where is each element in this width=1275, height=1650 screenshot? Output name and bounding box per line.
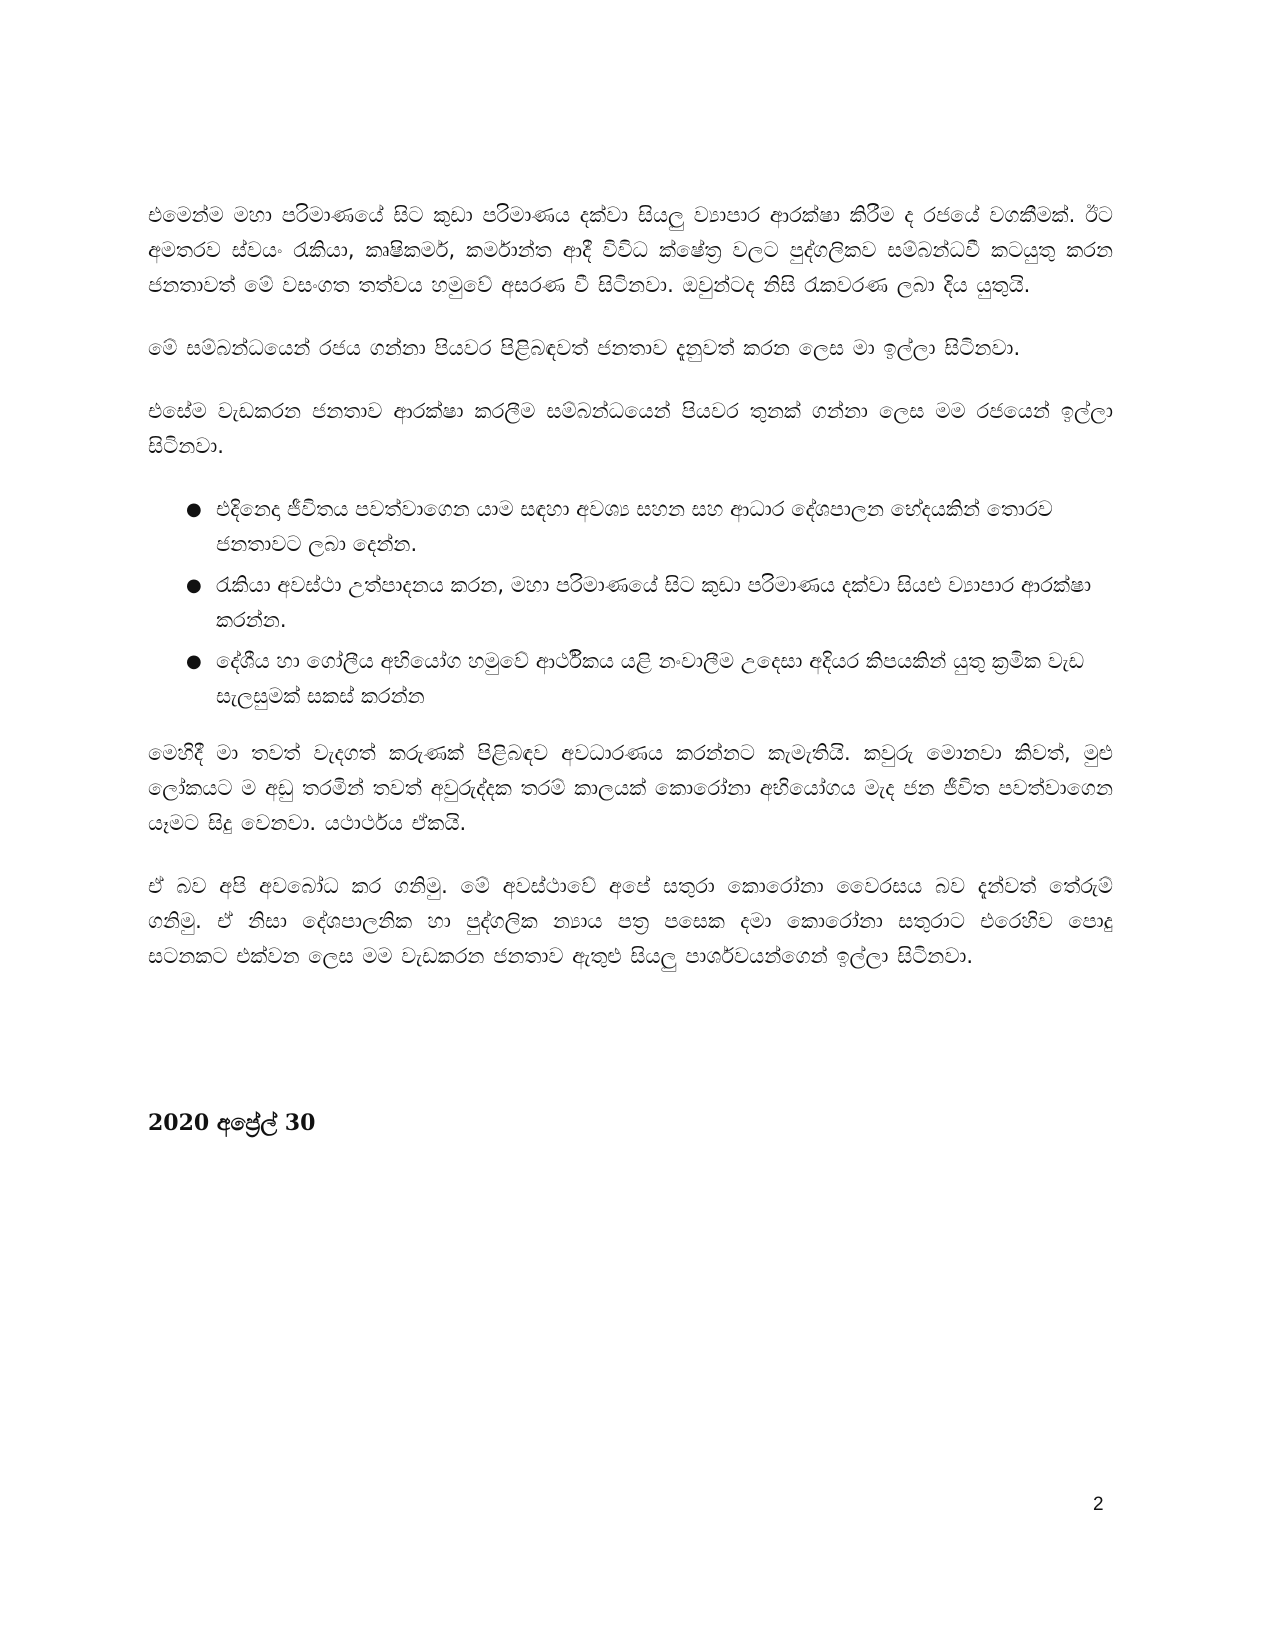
body-paragraph: එසේම වැඩකරන ජනතාව ආරක්ෂා කරලීම සම්බන්ධයෙන් පියවර තුනක් ගන්නා ලෙස මම රජයෙන් ඉල්ලා සිටිනවා.: [148, 399, 1113, 458]
bullet-icon: ●: [186, 575, 202, 596]
body-paragraph: මේ සම්බන්ධයෙන් රජය ගන්නා පියවර පිළිබඳවත් ජනතාව දැනුවත් කරන ලෙස මා ඉල්ලා සිටිනවා.: [148, 336, 1021, 360]
bullet-list-item: [148, 492, 1113, 562]
bullet-text: දේශීය හා ගෝලීය අභියෝග හමුවේ ආර්ථිකය යළි නංවාලීම උදෙසා අදියර කිපයකින් යුතු ක්‍රමික වැඩ සැලසුමක් සකස් කරන්න: [216, 649, 1085, 708]
bullet-text: එදිනෙදා ජීවිතය පවත්වාගෙන යාම සඳහා අවශ්‍ය සහන සහ ආධාර දේශපාලන භේදයකින් තොරව ජනතාවට ලබා දෙන්න.: [216, 497, 1053, 556]
bullet-icon: ●: [186, 651, 202, 672]
bullet-icon: ●: [186, 499, 202, 520]
body-paragraph: ඒ බව අපි අවබෝධ කර ගනිමු. මේ අවස්ථාවේ අපේ සතුරා කොරෝනා වෛරසය බව දැන්වත් තේරුම් ගනිමු. ඒ නිසා දේශපාලනික හා පුද්ගලික න්‍යාය පත්‍ර පසෙක දමා කොරෝනා සතුරාට එරෙහිව පොදු සටනකට එක්වන ලෙස මම වැඩකරන ජනතාව ඇතුළු සියලු පාර්ශවයන්ගෙන් ඉල්ලා සිටිනවා.: [148, 874, 1113, 968]
body-paragraph: එමෙන්ම මහා පරිමාණයේ සිට කුඩා පරිමාණය දක්වා සියලු ව්‍යාපාර ආරක්ෂා කිරීම ද රජයේ වගකීමක්. ඊට අමතරව ස්වයං රැකියා, කෘෂිකර්ම, කර්මාන්ත ආදී විවිධ ක්ෂේත්‍ර වලට පුද්ගලිකව සම්බන්ධවී කටයුතු කරන ජනතාවත් මේ වසංගත තත්වය හමුවේ අසරණ වී සිටිනවා. ඔවුන්ටද නිසි රැකවරණ ලබා දිය යුතුයි.: [148, 203, 1113, 297]
document-date: 2020 අප්‍රේල් 30: [148, 1110, 316, 1136]
bullet-list: [148, 492, 1113, 714]
bullet-list-item: [148, 644, 1113, 714]
body-paragraph: මෙහිදී මා තවත් වැදගත් කරුණක් පිළිබඳව අවධාරණය කරන්නට කැමැතියි. කවුරු මොනවා කිවත්, මුළු ලෝකයට ම අඩු තරමින් තවත් අවුරුද්දක තරම් කාලයක් කොරෝනා අභියෝගය මැද ජන ජීවිත පවත්වාගෙන යෑමට සිදු වෙනවා. යථාර්ථය ඒකයි.: [148, 741, 1113, 835]
document-body: [148, 198, 1113, 1002]
bullet-text: රැකියා අවස්ථා උත්පාදනය කරන, මහා පරිමාණයේ සිට කුඩා පරිමාණය දක්වා සියළු ව්‍යාපාර ආරක්ෂා කරන්න.: [216, 573, 1092, 632]
page-number: 2: [1093, 1494, 1104, 1515]
bullet-list-item: [148, 568, 1113, 638]
